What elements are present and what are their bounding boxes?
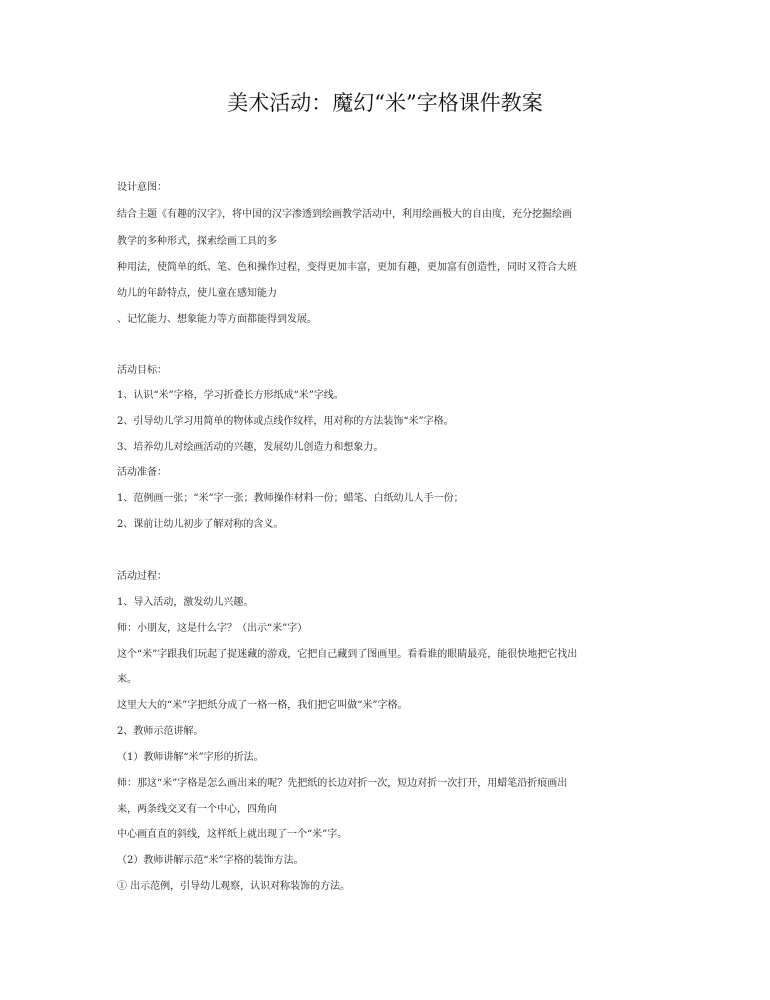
- list-item: 2、教师示范讲解。: [117, 726, 204, 737]
- paragraph-line: 师：那这“米”字格是怎么画出来的呢？先把纸的长边对折一次，短边对折一次打开，用蜡笔沿折痕画出: [117, 778, 568, 789]
- list-item: 1、导入活动，激发幼儿兴趣。: [117, 597, 254, 608]
- paragraph-line: （2）教师讲解示范“米”字格的装饰方法。: [117, 855, 304, 866]
- list-item: 2、引导幼儿学习用简单的物体或点线作纹样，用对称的方法装饰“米”字格。: [117, 416, 454, 427]
- paragraph-line: 幼儿的年龄特点，使儿童在感知能力: [117, 288, 277, 299]
- paragraph-line: ① 出示范例，引导幼儿观察，认识对称装饰的方法。: [117, 881, 351, 892]
- paragraph-line: 教学的多种形式，探索绘画工具的多: [117, 236, 277, 247]
- section-heading-preparation: 活动准备：: [117, 467, 167, 478]
- paragraph-line: 中心画直直的斜线，这样纸上就出现了一个“米”字。: [117, 829, 348, 840]
- list-item: 2、课前让幼儿初步了解对称的含义。: [117, 519, 284, 530]
- paragraph-line: 这个“米”字跟我们玩起了捉迷藏的游戏，它把自己藏到了图画里。看看谁的眼睛最亮，能很快地把它找出: [117, 649, 578, 660]
- paragraph-line: 结合主题《有趣的汉字》，将中国的汉字渗透到绘画教学活动中，利用绘画极大的自由度，充分挖掘绘画: [117, 209, 572, 220]
- section-heading-design-intent: 设计意图：: [117, 182, 167, 193]
- document-title: 美术活动：魔幻“米”字格课件教案: [227, 91, 543, 115]
- paragraph-line: 来，两条线交叉有一个中心，四角向: [117, 804, 277, 815]
- section-heading-process: 活动过程：: [117, 571, 167, 582]
- paragraph-line: 种用法，使简单的纸、笔、色和操作过程，变得更加丰富，更加有趣，更加富有创造性，同时又符合大班: [117, 262, 577, 273]
- list-item: 1、认识“米”字格，学习折叠长方形纸成“米”字线。: [117, 390, 344, 401]
- paragraph-line: （1）教师讲解“米”字形的折法。: [117, 752, 264, 763]
- paragraph-line: 这里大大的“米”字把纸分成了一格一格，我们把它叫做“米”字格。: [117, 700, 408, 711]
- list-item: 1、范例画一张；“米”字一张；教师操作材料一份；蜡笔、白纸幼儿人手一份；: [117, 493, 464, 504]
- paragraph-line: 来。: [117, 674, 137, 685]
- list-item: 3、培养幼儿对绘画活动的兴趣，发展幼儿创造力和想象力。: [117, 442, 384, 453]
- paragraph-line: 师：小朋友，这是什么字？（出示“米”字）: [117, 623, 308, 634]
- section-heading-goals: 活动目标：: [117, 365, 167, 376]
- paragraph-line: 、记忆能力、想象能力等方面都能得到发展。: [117, 314, 317, 325]
